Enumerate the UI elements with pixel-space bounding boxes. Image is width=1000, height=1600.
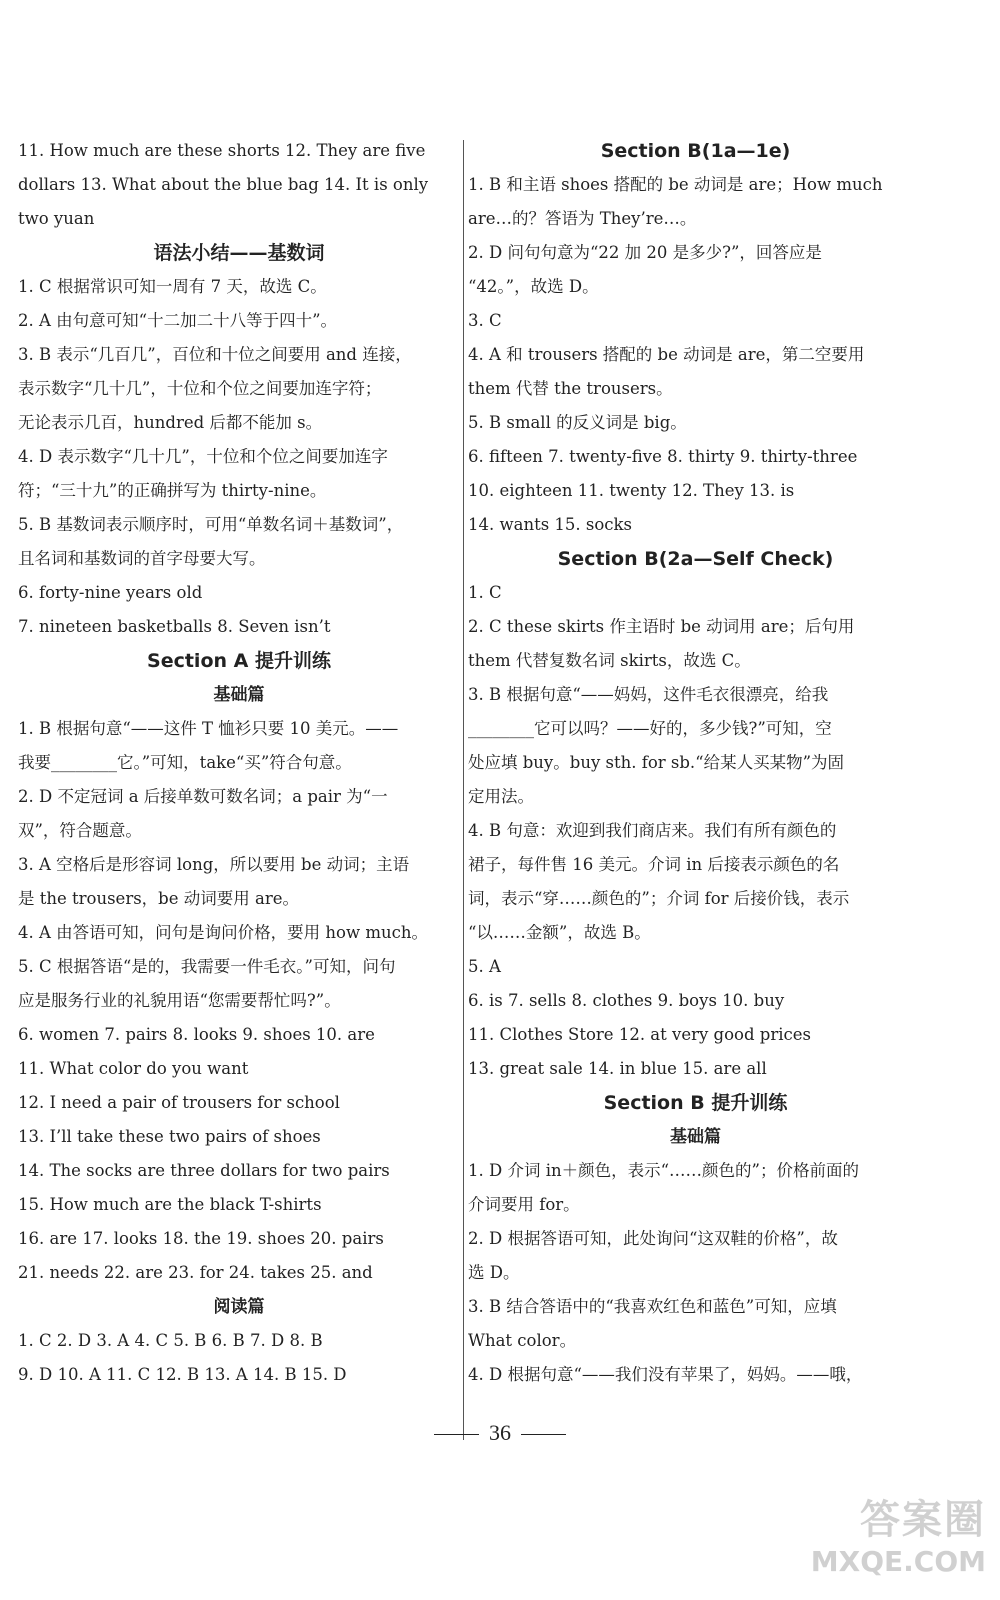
watermark-text: 答案圈 [860, 1497, 986, 1543]
subsection-heading: 基础篇 [670, 1127, 721, 1147]
answer-line: 5. C 根据答语“是的，我需要一件毛衣。”可知，问句 [18, 957, 396, 976]
answer-line: are…的？答语为 They’re…。 [468, 209, 697, 228]
answer-line: 6. is 7. sells 8. clothes 9. boys 10. buy [468, 991, 785, 1010]
answer-line: 6. women 7. pairs 8. looks 9. shoes 10. are [18, 1025, 375, 1044]
answer-line: 1. B 根据句意“——这件 T 恤衫只要 10 美元。—— [18, 719, 399, 738]
answer-line: 表示数字“几十几”，十位和个位之间要加连字符； [18, 379, 382, 398]
answer-line: 2. D 不定冠词 a 后接单数可数名词；a pair 为“一 [18, 787, 388, 806]
answer-line: 2. D 根据答语可知，此处询问“这双鞋的价格”，故 [468, 1229, 838, 1248]
answer-line: them 代替 the trousers。 [468, 379, 673, 398]
answer-line: two yuan [18, 209, 95, 228]
answer-line: 4. A 和 trousers 搭配的 be 动词是 are，第二空要用 [468, 345, 865, 364]
section-heading: 语法小结——基数词 [153, 242, 325, 264]
answer-line: 符；“三十九”的正确拼写为 thirty-nine。 [18, 481, 327, 500]
watermark-url: MXQE.COM [810, 1545, 986, 1578]
answer-line: 无论表示几百，hundred 后都不能加 s。 [18, 413, 323, 432]
answer-line: 双”，符合题意。 [18, 821, 142, 840]
answer-line: 处应填 buy。buy sth. for sb.“给某人买某物”为固 [468, 753, 845, 772]
answer-line: 12. I need a pair of trousers for school [18, 1093, 340, 1112]
section-heading: Section B(1a—1e) [600, 140, 791, 162]
answer-line: dollars 13. What about the blue bag 14. It is only [18, 175, 429, 194]
answer-line: 5. A [468, 957, 501, 976]
answer-line: 10. eighteen 11. twenty 12. They 13. is [468, 481, 795, 500]
section-heading: Section A 提升训练 [147, 650, 331, 672]
answer-line: 4. D 根据句意“——我们没有苹果了，妈妈。——哦， [468, 1365, 863, 1384]
column-divider [463, 140, 464, 1440]
footer-rule-right [521, 1434, 566, 1435]
answer-line: 且名词和基数词的首字母要大写。 [18, 549, 266, 568]
answer-line: 1. B 和主语 shoes 搭配的 be 动词是 are；How much [468, 175, 883, 194]
answer-line: 定用法。 [468, 787, 534, 806]
answer-line: 3. B 表示“几百几”，百位和十位之间要用 and 连接， [18, 345, 412, 364]
answer-line: 3. B 结合答语中的“我喜欢红色和蓝色”可知，应填 [468, 1297, 837, 1316]
answer-line: 3. B 根据句意“——妈妈，这件毛衣很漂亮，给我 [468, 685, 829, 704]
answer-line: 2. C these skirts 作主语时 be 动词用 are；后句用 [468, 617, 855, 636]
answer-line: 13. great sale 14. in blue 15. are all [468, 1059, 767, 1078]
answer-line: 15. How much are the black T-shirts [18, 1195, 322, 1214]
page-number: 36 [489, 1420, 511, 1445]
answer-line: 11. Clothes Store 12. at very good prices [468, 1025, 811, 1044]
section-heading: Section B(2a—Self Check) [557, 548, 834, 570]
answer-line: 1. C 根据常识可知一周有 7 天，故选 C。 [18, 277, 327, 296]
answer-line: What color。 [468, 1331, 577, 1350]
answer-line: 11. What color do you want [18, 1059, 249, 1078]
answer-line: 6. forty-nine years old [18, 583, 203, 602]
answer-line: 13. I’ll take these two pairs of shoes [18, 1127, 321, 1146]
answer-line: 5. B 基数词表示顺序时，可用“单数名词＋基数词”， [18, 515, 404, 534]
answer-line: 5. B small 的反义词是 big。 [468, 413, 687, 432]
answer-line: 2. A 由句意可知“十二加二十八等于四十”。 [18, 311, 338, 330]
left-column [18, 134, 460, 1392]
answer-line: 4. A 由答语可知，问句是询问价格，要用 how much。 [18, 923, 428, 942]
answer-line: 3. C [468, 311, 502, 330]
answer-line: 21. needs 22. are 23. for 24. takes 25. and [18, 1263, 373, 1282]
right-column [468, 134, 923, 1392]
subsection-heading: 阅读篇 [213, 1297, 265, 1317]
answer-line: 14. The socks are three dollars for two pairs [18, 1161, 390, 1180]
answer-line: 6. fifteen 7. twenty-five 8. thirty 9. thirty-three [468, 447, 858, 466]
answer-line: 是 the trousers，be 动词要用 are。 [18, 889, 299, 908]
answer-line: 11. How much are these shorts 12. They are five [18, 141, 426, 160]
section-heading: Section B 提升训练 [603, 1092, 788, 1114]
answer-line: 2. D 问句句意为“22 加 20 是多少?”，回答应是 [468, 243, 822, 262]
answer-line: ________它可以吗？——好的，多少钱?”可知，空 [468, 719, 832, 738]
answer-line: them 代替复数名词 skirts，故选 C。 [468, 651, 751, 670]
answer-line: “42。”，故选 D。 [468, 277, 599, 296]
answer-line: 14. wants 15. socks [468, 515, 633, 534]
answer-line: 1. C [468, 583, 502, 602]
answer-line: 应是服务行业的礼貌用语“您需要帮忙吗?”。 [18, 991, 341, 1010]
watermark-logo [811, 1488, 986, 1578]
answer-line: 9. D 10. A 11. C 12. B 13. A 14. B 15. D [18, 1365, 347, 1384]
page-footer [0, 1420, 1000, 1446]
answer-line: 1. D 介词 in＋颜色，表示“……颜色的”；价格前面的 [468, 1161, 859, 1180]
answer-line: 词，表示“穿……颜色的”；介词 for 后接价钱，表示 [468, 889, 850, 908]
answer-line: 介词要用 for。 [468, 1195, 580, 1214]
footer-rule-left [434, 1434, 479, 1435]
answer-line: 4. B 句意：欢迎到我们商店来。我们有所有颜色的 [468, 821, 837, 840]
answer-line: 选 D。 [468, 1263, 520, 1282]
subsection-heading: 基础篇 [213, 685, 265, 705]
answer-line: 我要________它。”可知，take“买”符合句意。 [18, 753, 352, 772]
answer-line: 1. C 2. D 3. A 4. C 5. B 6. B 7. D 8. B [18, 1331, 323, 1350]
answer-line: 7. nineteen basketballs 8. Seven isn’t [18, 617, 331, 636]
answer-line: 3. A 空格后是形容词 long，所以要用 be 动词；主语 [18, 855, 410, 874]
answer-line: 16. are 17. looks 18. the 19. shoes 20. pairs [18, 1229, 384, 1248]
answer-line: 裙子，每件售 16 美元。介词 in 后接表示颜色的名 [468, 855, 840, 874]
answer-line: “以……金额”，故选 B。 [468, 923, 651, 942]
answer-line: 4. D 表示数字“几十几”，十位和个位之间要加连字 [18, 447, 388, 466]
